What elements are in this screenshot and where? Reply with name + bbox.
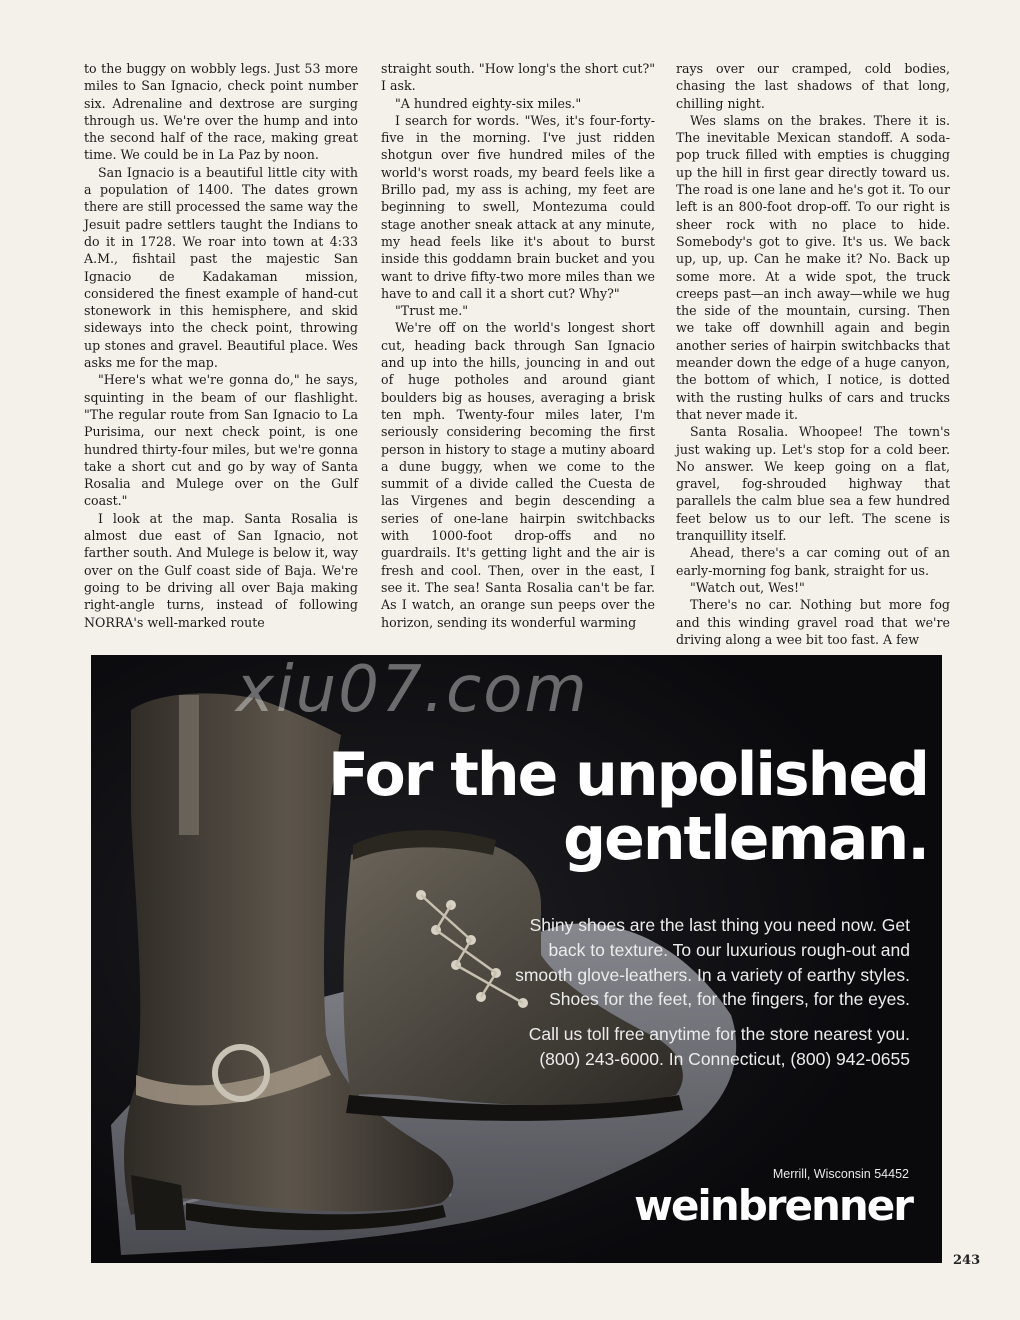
ad-copy-paragraph-1: Shiny shoes are the last thing you need now. Get back to texture. To our luxurious rough-out and smooth glove-leathers. In a variety of earthy styles. Shoes for the feet, for the fingers, for the eyes. <box>515 915 910 1010</box>
paragraph: I look at the map. Santa Rosalia is almost due east of San Ignacio, not farther south. And Mulege is below it, way over on the Gulf coast side of Baja. We're going to be driving all over Baja making right-angle turns, instead of following NORRA's well-marked route <box>84 510 358 630</box>
paragraph: "Here's what we're gonna do," he says, squinting in the beam of our flashlight. "The regular route from San Ignacio to La Purisima, our next check point, is one hundred thirty-four miles, but we're gonna take a short cut and go by way of Santa Rosalia and Mulege over on the Gulf coast." <box>84 372 358 509</box>
paragraph: rays over our cramped, cold bodies, chasing the last shadows of that long, chilling night. <box>676 61 950 111</box>
paragraph: to the buggy on wobbly legs. Just 53 more miles to San Ignacio, check point number six. Adrenaline and dextrose are surging through us. We're over the hump and into the second half of the race, making great time. We could be in La Paz by noon. <box>84 61 358 163</box>
advertisement <box>91 655 942 1263</box>
paragraph: Santa Rosalia. Whoopee! The town's just waking up. Let's stop for a cold beer. No answer. We keep going on a flat, gravel, fog-shrouded highway that parallels the calm blue sea a few hundred feet below us to our left. The scene is tranquillity itself. <box>676 424 950 544</box>
paragraph: We're off on the world's longest short cut, heading back through San Ignacio and up into the hills, jouncing in and out of huge potholes and around giant boulders big as houses, averaging a brisk ten mph. Twenty-four miles later, I'm seriously considering becoming the first person in history to stage a mutiny aboard a dune buggy, when we come to the summit of a divide called the Cuesta de las Virgenes and begin descending a series of one-lane hairpin switchbacks with 1000-foot drop-offs and no guardrails. It's getting light and the air is fresh and cool. Then, over in the east, I see it. The sea! Santa Rosalia can't be far. As I watch, an orange sun peeps over the horizon, sending its wonderful warming <box>381 320 655 630</box>
company-address: Merrill, Wisconsin 54452 <box>772 1167 909 1181</box>
watermark-text: xiu07.com <box>236 655 589 727</box>
article-column-3 <box>676 60 950 648</box>
ad-headline <box>327 740 928 874</box>
article-column-1 <box>84 60 358 631</box>
paragraph: Wes slams on the brakes. There it is. The inevitable Mexican standoff. A soda-pop truck filled with empties is chugging up the hill in first gear directly toward us. The road is one lane and he's got it. To our left is an 800-foot drop-off. To our right is sheer rock with no place to hide. Somebody's got to give. It's us. We back up, up, up. Can he make it? No. Back up some more. At a wide spot, the truck creeps past—an inch away—while we hug the side of the mountain, cursing. Then we take off downhill again and begin another series of hairpin switchbacks that meander down the edge of a huge canyon, the bottom of which, I notice, is dotted with the rusting hulks of cars and trucks that never made it. <box>676 112 950 422</box>
paragraph: I search for words. "Wes, it's four-forty-five in the morning. I've just ridden shotgun over five hundred miles of the world's worst roads, my beard feels like a Brillo pad, my ass is aching, my feet are beginning to swell, Montezuma could stage another sneak attack at any minute, my head feels like it's about to burst inside this goddamn brain bucket and you want to drive fifty-two more miles than we have to and call it a short cut? Why?" <box>381 112 655 301</box>
ad-copy <box>490 913 910 1072</box>
article-column-2 <box>381 60 655 631</box>
paragraph: Ahead, there's a car coming out of an early-morning fog bank, straight for us. <box>676 545 950 578</box>
paragraph: "Watch out, Wes!" <box>690 579 805 595</box>
paragraph: San Ignacio is a beautiful little city with a population of 1400. The dates grown there are still processed the same way the Jesuit padre settlers taught the Indians to do it in 1728. We roar into town at 4:33 A.M., fishtail past the majestic San Ignacio de Kadakaman mission, considered the finest example of hand-cut stonework in this hemisphere, and skid sideways into the check point, throwing up stones and gravel. Beautiful place. Wes asks me for the map. <box>84 164 358 371</box>
paragraph: There's no car. Nothing but more fog and this winding gravel road that we're driving along a wee bit too fast. A few <box>676 597 950 647</box>
brand-logo: weinbrenner <box>634 1181 912 1230</box>
paragraph: "A hundred eighty-six miles." <box>395 95 582 111</box>
paragraph: straight south. "How long's the short cut?" I ask. <box>381 61 655 94</box>
headline-line-1: For the unpolished <box>327 740 928 810</box>
page-number: 243 <box>953 1253 981 1268</box>
paragraph: "Trust me." <box>395 303 469 319</box>
ad-copy-paragraph-2: Call us toll free anytime for the store nearest you. (800) 243-6000. In Connecticut, (800) 942-0655 <box>528 1024 910 1069</box>
headline-line-2: gentleman. <box>563 804 928 874</box>
